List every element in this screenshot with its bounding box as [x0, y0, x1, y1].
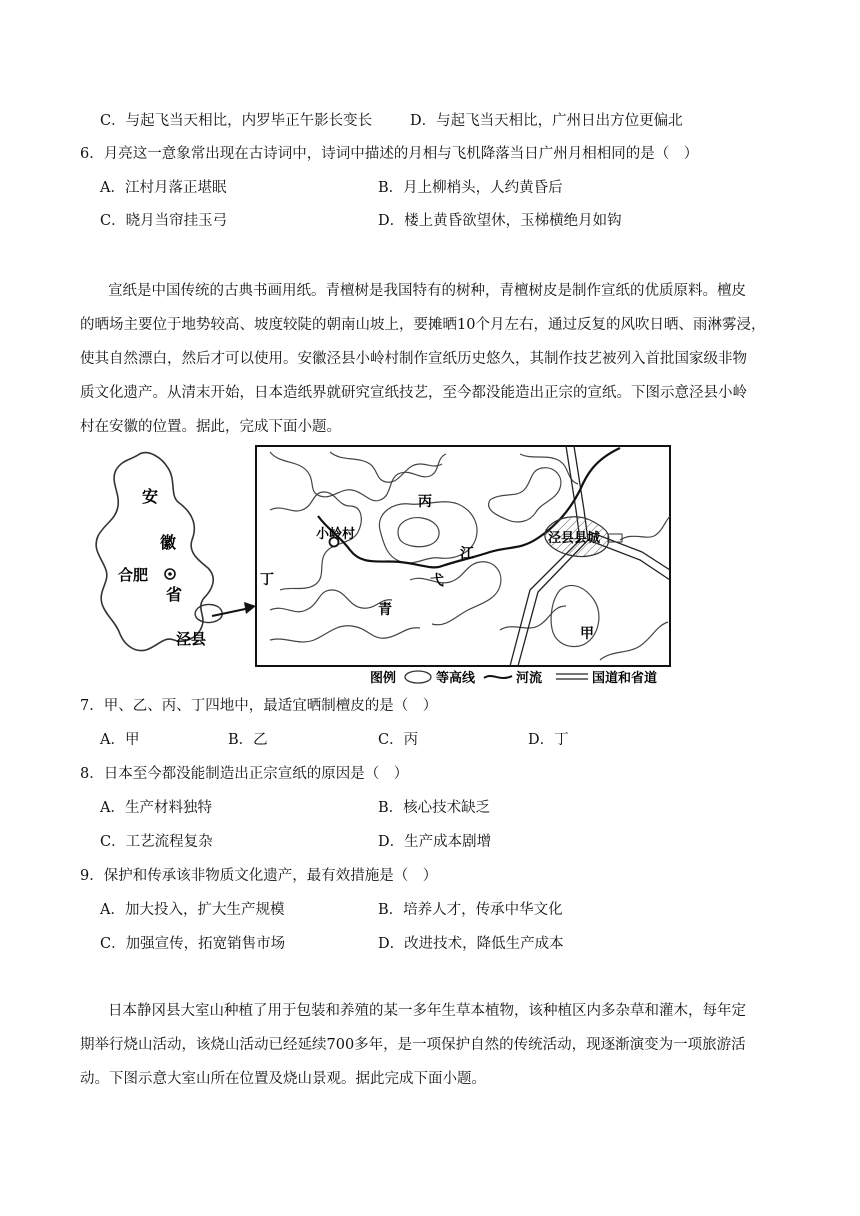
q9-option-d: D．改进技术，降低生产成本 — [378, 936, 564, 952]
q6-option-b: B．月上柳梢头，人约黄昏后 — [378, 180, 563, 196]
legend-contour: 等高线 — [436, 671, 476, 686]
legend-contour-icon — [405, 671, 431, 683]
label-yi: 弋 — [430, 573, 444, 589]
q6-stem: 6．月亮这一意象常出现在古诗词中，诗词中描述的月相与飞机降落当日广州月相相同的是（ ） — [80, 146, 699, 162]
jingxian-small-contour — [195, 605, 222, 623]
province-char-an: 安 — [142, 487, 159, 506]
q6-option-c: C．晓月当帘挂玉弓 — [100, 213, 228, 229]
passage1-line3: 使其自然漂白，然后才可以使用。安徽泾县小岭村制作宣纸历史悠久，其制作技艺被列入首批国家级非物 — [80, 351, 747, 367]
arrow-icon — [244, 602, 256, 614]
q7-option-d: D．丁 — [528, 732, 569, 748]
q6-option-d: D．楼上黄昏欲望休，玉梯横绝月如钩 — [378, 213, 622, 229]
legend-title: 图例 — [370, 671, 397, 686]
q9-option-b: B．培养人才，传承中华文化 — [378, 902, 563, 918]
q9-option-a: A．加大投入，扩大生产规模 — [100, 902, 285, 918]
q8-option-d: D．生产成本剧增 — [378, 834, 492, 850]
q8-option-c: C．工艺流程复杂 — [100, 834, 213, 850]
province-char-hui: 徽 — [160, 533, 177, 552]
passage2-line1: 日本静冈县大室山种植了用于包装和养殖的某一多年生草本植物，该种植区内多杂草和灌木，每年定 — [108, 1003, 746, 1019]
q5-option-d: D．与起飞当天相比，广州日出方位更偏北 — [410, 113, 683, 129]
label-ding: 丁 — [260, 572, 274, 588]
passage1-line5: 村在安徽的位置。据此，完成下面小题。 — [80, 419, 341, 435]
xiaoling-label: 小岭村 — [316, 527, 356, 542]
jingxian-label: 泾县 — [176, 630, 207, 648]
anhui-outline — [96, 453, 213, 651]
label-bing: 丙 — [418, 494, 432, 510]
jingxian-location-map — [80, 440, 680, 690]
q8-stem: 8．日本至今都没能制造出正宗宣纸的原因是（ ） — [80, 766, 409, 782]
q9-option-c: C．加强宣传，拓宽销售市场 — [100, 936, 286, 952]
q7-option-a: A．甲 — [100, 732, 140, 748]
label-qing: 青 — [378, 602, 392, 618]
q7-option-c: C．丙 — [378, 732, 419, 748]
passage1-line4: 质文化遗产。从清末开始，日本造纸界就研究宣纸技艺，至今都没能造出正宗的宣纸。下图示意泾县小岭 — [80, 385, 747, 401]
passage1-line1: 宣纸是中国传统的古典书画用纸。青檀树是我国特有的树种，青檀树皮是制作宣纸的优质原料。檀皮 — [108, 283, 746, 299]
q7-option-b: B．乙 — [228, 732, 268, 748]
passage2-line2: 期举行烧山活动，该烧山活动已经延续700多年，是一项保护自然的传统活动，现逐渐演变为一项旅游活 — [80, 1037, 746, 1053]
label-jiang: 江 — [460, 546, 474, 562]
label-jia: 甲 — [580, 626, 594, 642]
legend-river: 河流 — [516, 671, 543, 686]
q6-option-a: A．江村月落正堪眠 — [100, 180, 227, 196]
legend-river-icon — [484, 676, 512, 678]
q8-option-b: B．核心技术缺乏 — [378, 800, 491, 816]
q8-option-a: A．生产材料独特 — [100, 800, 212, 816]
passage2-line3: 动。下图示意大室山所在位置及烧山景观。据此完成下面小题。 — [80, 1071, 486, 1087]
passage1-line2: 的晒场主要位于地势较高、坡度较陡的朝南山坡上，要摊晒10个月左右，通过反复的风吹日晒、雨淋雾浸， — [80, 317, 766, 333]
hefei-label: 合肥 — [118, 566, 149, 584]
legend-road: 国道和省道 — [592, 671, 658, 686]
q5-option-c: C．与起飞当天相比，内罗毕正午影长变长 — [100, 113, 373, 129]
q7-stem: 7．甲、乙、丙、丁四地中，最适宜晒制檀皮的是（ ） — [80, 698, 438, 714]
province-char-sheng: 省 — [166, 585, 183, 604]
county-town-label: 泾县县城 — [548, 531, 601, 546]
q9-stem: 9．保护和传承该非物质文化遗产，最有效措施是（ ） — [80, 868, 438, 884]
